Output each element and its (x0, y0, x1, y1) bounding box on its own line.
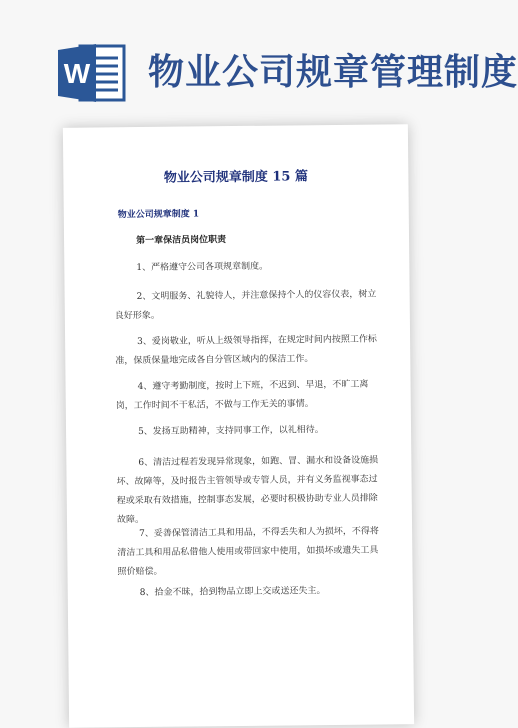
paragraph: 4、遵守考勤制度，按时上下班，不迟到、早退，不旷工离岗，工作时间不干私活，不做与工作无关的事情。 (115, 379, 369, 412)
paragraph: 7、妥善保管清洁工具和用品，不得丢失和人为损坏，不得将清洁工具和用品私借他人使用或带回家中使用，如损坏或遗失工具照价赔偿。 (117, 526, 379, 578)
paragraph: 3、爱岗敬业，听从上级领导指挥，在规定时间内按照工作标准，保质保量地完成各自分管区域内的保洁工作。 (115, 334, 377, 367)
chapter-title: 第一章保洁员岗位职责 (136, 235, 227, 247)
document-title: 物业公司规章制度 15 篇 (163, 169, 309, 186)
document-subheading: 物业公司规章制度 1 (117, 209, 200, 221)
paragraph: 2、文明服务、礼貌待人，并注意保持个人的仪容仪表，树立良好形象。 (114, 289, 377, 322)
banner-title: 物业公司规章管理制度 (148, 51, 518, 93)
paragraph: 5、发扬互助精神，支持同事工作，以礼相待。 (138, 425, 324, 438)
banner-header (0, 0, 518, 130)
logo-letter: W (63, 58, 91, 89)
paragraph: 6、清洁过程若发现异常现象，如跑、冒、漏水和设备设施损坏、故障等，及时报告主管领导或专管人员，并有义务监视事态过程或采取有效措施，控制事态发展，必要时积极协助专业人员排除故障。 (116, 455, 379, 526)
word-document-icon (58, 40, 128, 106)
paragraph: 8、拾金不昧，拾到物品立即上交或送还失主。 (139, 586, 326, 599)
document-page (63, 124, 414, 728)
paragraph: 1、严格遵守公司各项规章制度。 (136, 261, 269, 274)
